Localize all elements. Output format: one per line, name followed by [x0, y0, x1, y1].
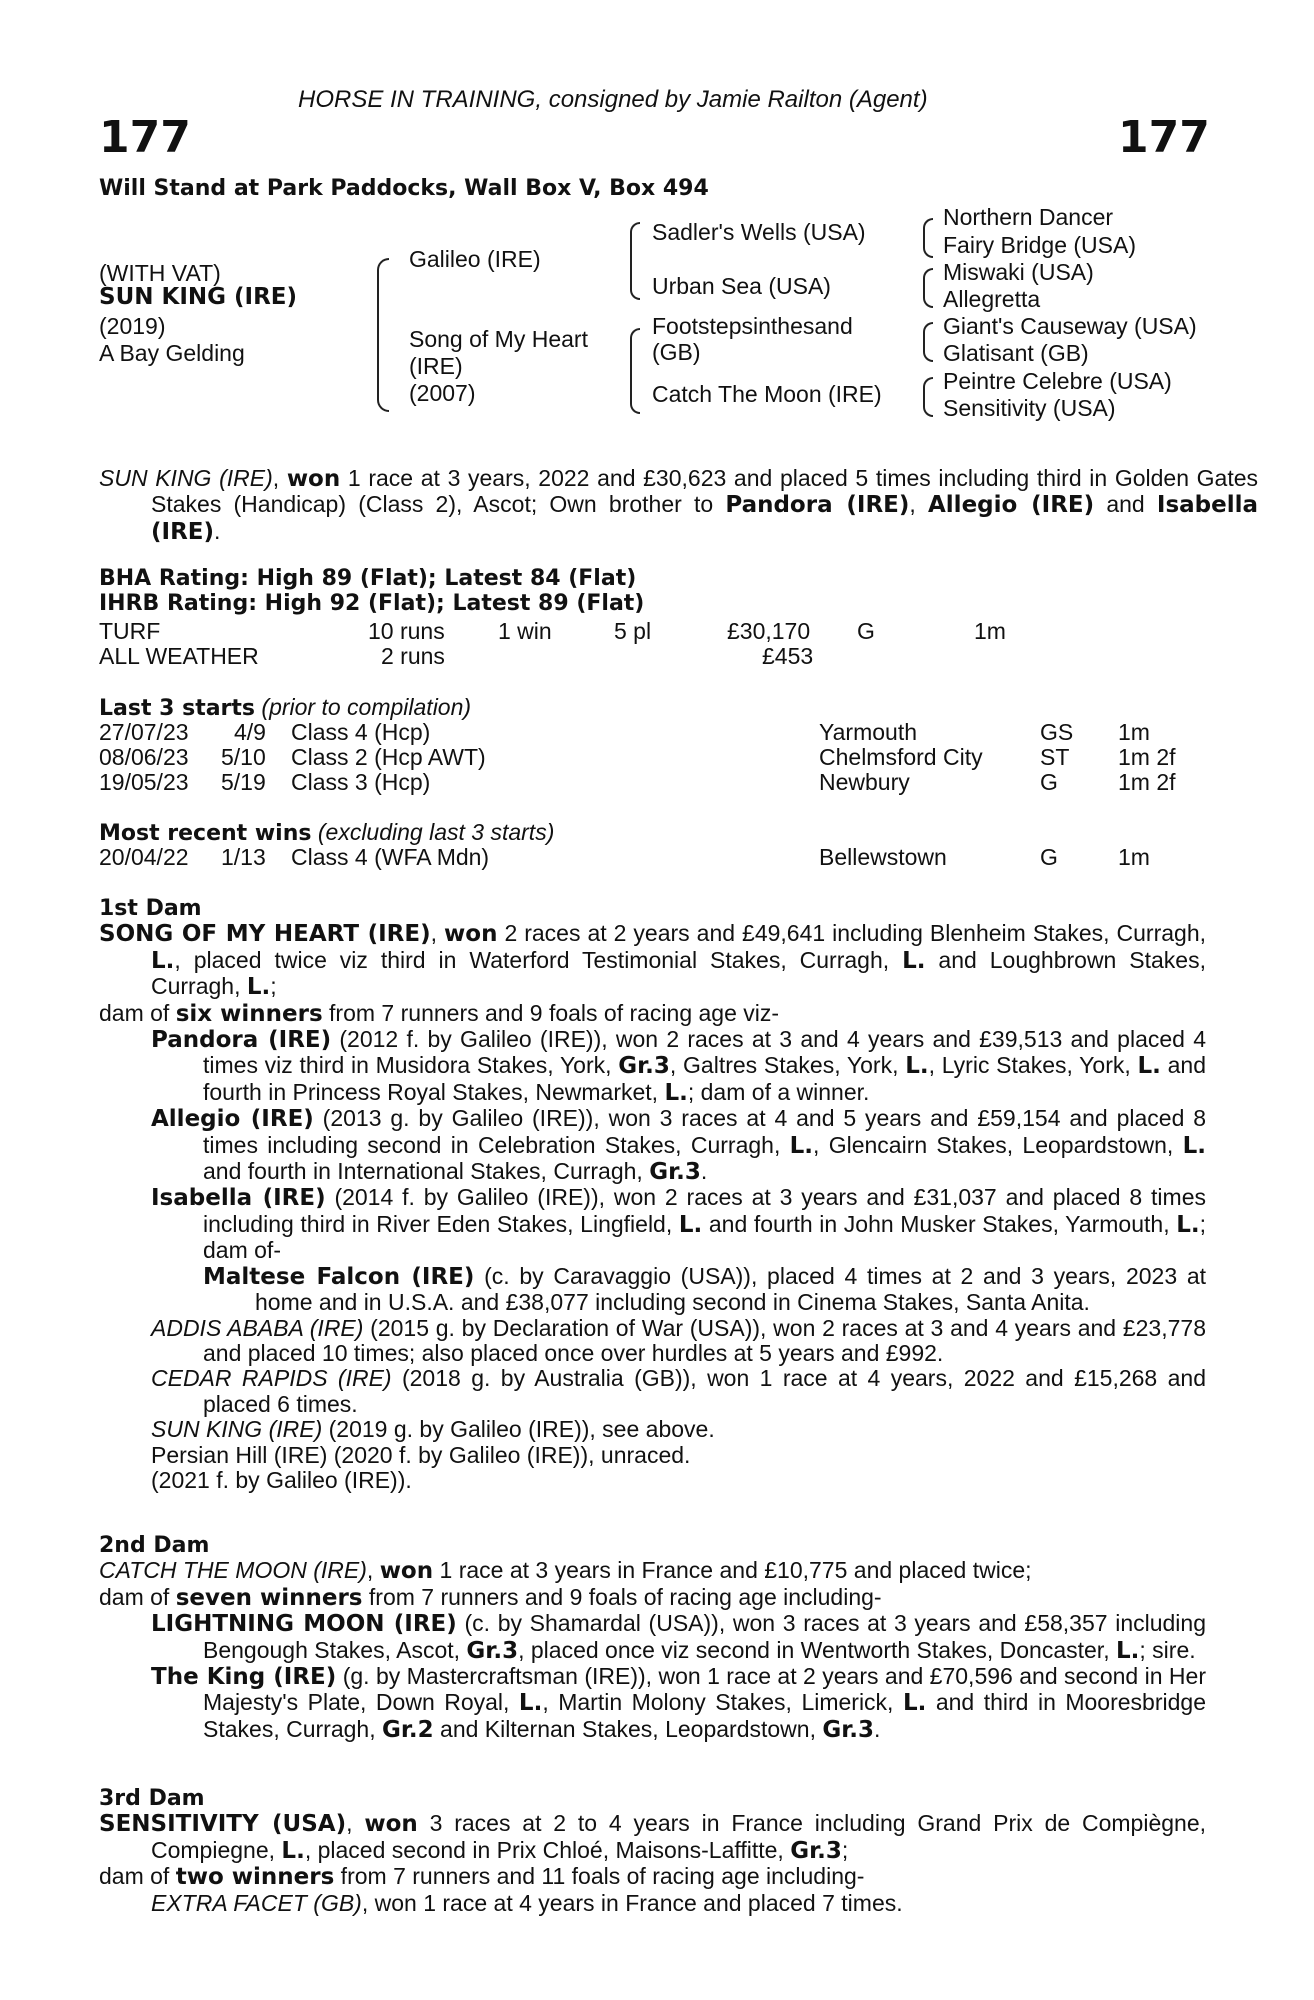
- ihrb-rating: IHRB Rating: High 92 (Flat); Latest 89 (Flat): [99, 591, 645, 616]
- text: , placed twice viz third in Waterford Testimonial Stakes, Curragh,: [174, 946, 903, 973]
- last-starts-heading: [99, 694, 471, 721]
- brace-gen3-d: [923, 377, 933, 417]
- produce-lightning-moon: LIGHTNING MOON (IRE) (c. by Shamardal (USA)), won 3 races at 3 years and £58,357 including Bengough Stakes, Ascot, Gr.3, placed once viz second in Wentworth Stakes, Doncaster, L.; sire.: [151, 1610, 1206, 1664]
- horse-description: A Bay Gelding: [99, 340, 245, 366]
- pedigree-brace-main: [377, 258, 389, 412]
- start-course: Chelmsford City: [819, 744, 983, 770]
- brace-gen3-a: [923, 218, 933, 258]
- start-course: Yarmouth: [819, 719, 918, 745]
- sibling-isabella: Isabella (IRE): [151, 492, 1259, 545]
- produce-isabella: Isabella (IRE) (2014 f. by Galileo (IRE)), won 2 races at 3 years and £31,037 and placed 8 times including third in River Eden Stakes, Lingfield, L. and fourth in John Musker Stakes, Yarmouth, L.; dam of-: [151, 1184, 1206, 1264]
- start-course: Newbury: [819, 769, 910, 795]
- pedigree-brace-dam: [630, 328, 640, 414]
- second-dam-record: CATCH THE MOON (IRE), won 1 race at 3 years in France and £10,775 and placed twice;: [99, 1557, 1032, 1585]
- summary-won: won: [286, 466, 341, 492]
- pedigree-dam-sire: Footstepsinthesand: [652, 313, 853, 339]
- start-distance: 1m 2f: [1118, 769, 1176, 795]
- turf-wins: 1 win: [498, 618, 552, 644]
- first-dam-produce-summary: dam of six winners from 7 runners and 9 foals of racing age viz-: [99, 999, 780, 1027]
- start-distance: 1m 2f: [1118, 744, 1176, 770]
- turf-runs: 10 runs: [368, 618, 445, 644]
- pedigree-sire-dam: Urban Sea (USA): [652, 273, 831, 299]
- start-row: [0, 744, 1314, 770]
- start-position: 5/10: [221, 744, 266, 770]
- produce-maltese-falcon: Maltese Falcon (IRE) (c. by Caravaggio (USA)), placed 4 times at 2 and 3 years, 2023 at home and in U.S.A. and £38,077 including second in Cinema Stakes, Santa Anita.: [203, 1262, 1206, 1316]
- pedigree-gen3-2: Fairy Bridge (USA): [943, 232, 1136, 258]
- pedigree-dam: Song of My Heart: [409, 326, 588, 352]
- win-course: Bellewstown: [819, 844, 947, 870]
- start-distance: 1m: [1118, 719, 1150, 745]
- pedigree-gen3-1: Northern Dancer: [943, 204, 1114, 230]
- turf-record: [0, 618, 1314, 644]
- turf-going: G: [857, 618, 875, 644]
- recent-win-row: [0, 844, 1314, 870]
- pedigree-gen3-5: Giant's Causeway (USA): [943, 313, 1197, 339]
- second-dam-section: [99, 1533, 1206, 1743]
- turf-label: TURF: [99, 618, 161, 644]
- recent-wins-heading: [99, 819, 554, 846]
- start-class: Class 4 (Hcp): [291, 719, 431, 745]
- text: 2 races at 2 years and £49,641 including Blenheim Stakes, Curragh,: [497, 920, 1206, 947]
- stand-location: Will Stand at Park Paddocks, Wall Box V, Box 494: [99, 176, 709, 201]
- third-dam-heading: 3rd Dam: [99, 1786, 205, 1811]
- win-distance: 1m: [1118, 844, 1150, 870]
- pedigree-brace-sire: [630, 222, 640, 300]
- aw-runs: 2 runs: [381, 643, 445, 669]
- start-position: 4/9: [234, 719, 266, 745]
- lot-number-right: 177: [1118, 112, 1210, 163]
- catalogue-subtitle: HORSE IN TRAINING, consigned by Jamie Railton (Agent): [298, 86, 928, 113]
- horse-summary: SUN KING (IRE), won 1 race at 3 years, 2022 and £30,623 and placed 5 times including third in Golden Gates Stakes (Handicap) (Class 2), Ascot; Own brother to Pandora (IRE), Allegio (IRE) and Isabella (IRE).: [99, 465, 1259, 545]
- last-starts-note: (prior to compilation): [261, 694, 472, 720]
- text: and Loughbrown Stakes, Curragh,: [151, 946, 1206, 1000]
- third-dam-record: SENSITIVITY (USA), won 3 races at 2 to 4 years in France including Grand Prix de Compiègne, Compiegne, L., placed second in Prix Chloé, Maisons-Laffitte, Gr.3;: [99, 1810, 1206, 1864]
- text: ;: [270, 973, 277, 1000]
- pedigree-gen3-8: Sensitivity (USA): [943, 395, 1116, 421]
- third-dam-produce-summary: dam of two winners from 7 runners and 11 foals of racing age including-: [99, 1863, 865, 1891]
- produce-allegio: Allegio (IRE) (2013 g. by Galileo (IRE)), won 3 races at 4 and 5 years and £59,154 and placed 8 times including second in Celebration Stakes, Curragh, L., Glencairn Stakes, Leopardstown, L. and fourth in International Stakes, Curragh, Gr.3.: [151, 1105, 1207, 1186]
- first-dam-won: won: [444, 921, 498, 948]
- start-position: 5/19: [221, 769, 266, 795]
- pedigree-gen3-7: Peintre Celebre (USA): [943, 368, 1172, 394]
- start-date: 27/07/23: [99, 719, 189, 745]
- summary-end: .: [214, 517, 221, 544]
- win-class: Class 4 (WFA Mdn): [291, 844, 490, 870]
- first-dam-heading: 1st Dam: [99, 896, 202, 921]
- brace-gen3-c: [923, 322, 933, 362]
- listed-mark: L.: [246, 974, 271, 1001]
- pedigree-gen3-3: Miswaki (USA): [943, 259, 1094, 285]
- first-dam-record: SONG OF MY HEART (IRE), won 2 races at 2 years and £49,641 including Blenheim Stakes, Curragh, L., placed twice viz third in Waterford Testimonial Stakes, Curragh, L. and Loughbrown Stakes, Curragh, L.;: [99, 920, 1206, 1001]
- aw-earnings: £453: [762, 643, 814, 669]
- horse-year: (2019): [99, 313, 166, 339]
- start-going: G: [1040, 769, 1058, 795]
- winners-count: six winners: [175, 1000, 323, 1027]
- summary-and: and: [1094, 491, 1157, 518]
- start-class: Class 2 (Hcp AWT): [291, 744, 486, 770]
- win-date: 20/04/22: [99, 844, 189, 870]
- summary-horse-name: SUN KING (IRE): [99, 465, 273, 491]
- brace-gen3-b: [923, 268, 933, 308]
- produce-sun-king: SUN KING (IRE) (2019 g. by Galileo (IRE)), see above.: [151, 1416, 715, 1443]
- first-dam-section: [99, 896, 1206, 1493]
- recent-wins-note: (excluding last 3 starts): [317, 819, 555, 845]
- third-dam-name: SENSITIVITY (USA): [99, 1811, 347, 1838]
- pedigree-dam-year: (2007): [409, 380, 476, 406]
- last-starts-title: Last 3 starts: [99, 696, 256, 721]
- turf-earnings: £30,170: [727, 618, 811, 644]
- vat-note: (WITH VAT): [99, 260, 221, 286]
- start-row: [0, 719, 1314, 745]
- pedigree-gen3-6: Glatisant (GB): [943, 340, 1089, 366]
- pedigree-gen3-4: Allegretta: [943, 286, 1041, 312]
- produce-persian-hill: Persian Hill (IRE) (2020 f. by Galileo (IRE)), unraced.: [151, 1441, 691, 1468]
- aw-label: ALL WEATHER: [99, 643, 259, 669]
- sibling-pandora: Pandora (IRE): [725, 492, 910, 519]
- lot-number-left: 177: [99, 112, 191, 163]
- produce-pandora: Pandora (IRE) (2012 f. by Galileo (IRE)), won 2 races at 3 and 4 years and £39,513 and placed 4 times viz third in Musidora Stakes, York, Gr.3, Galtres Stakes, York, L., Lyric Stakes, York, L. and fourth in Princess Royal Stakes, Newmarket, L.; dam of a winner.: [151, 1026, 1206, 1106]
- first-dam-name: SONG OF MY HEART (IRE): [99, 921, 431, 948]
- summary-sep: ,: [909, 491, 928, 518]
- pedigree-dam-country: (IRE): [409, 353, 463, 379]
- start-row: [0, 769, 1314, 795]
- turf-distance: 1m: [974, 618, 1006, 644]
- pedigree-sire-sire: Sadler's Wells (USA): [652, 219, 866, 245]
- start-going: GS: [1040, 719, 1074, 745]
- second-dam-name: CATCH THE MOON (IRE): [99, 1557, 367, 1584]
- produce-extra-facet: EXTRA FACET (GB), won 1 race at 4 years in France and placed 7 times.: [151, 1889, 903, 1916]
- start-date: 19/05/23: [99, 769, 189, 795]
- listed-mark: L.: [902, 947, 926, 974]
- horse-name: SUN KING (IRE): [99, 284, 298, 310]
- bha-rating: BHA Rating: High 89 (Flat); Latest 84 (Flat): [99, 566, 637, 591]
- summary-text: 1 race at 3 years, 2022 and £30,623 and placed 5 times including third in Golden Gates Stakes (Handicap) (Class 2), Ascot; Own brother to: [151, 465, 1259, 518]
- win-position: 1/13: [221, 844, 266, 870]
- produce-the-king: The King (IRE) (g. by Mastercraftsman (IRE)), won 1 race at 2 years and £70,596 and second in Her Majesty's Plate, Down Royal, L., Martin Molony Stakes, Limerick, L. and third in Mooresbridge Stakes, Curragh, Gr.2 and Kilternan Stakes, Leopardstown, Gr.3.: [151, 1663, 1206, 1743]
- recent-wins-title: Most recent wins: [99, 821, 312, 846]
- start-date: 08/06/23: [99, 744, 189, 770]
- produce-2021-filly: (2021 f. by Galileo (IRE)).: [151, 1466, 412, 1493]
- pedigree-dam-sire-country: (GB): [652, 339, 701, 365]
- win-going: G: [1040, 844, 1058, 870]
- start-going: ST: [1040, 744, 1070, 770]
- second-dam-produce-summary: dam of seven winners from 7 runners and 9 foals of racing age including-: [99, 1583, 882, 1611]
- start-class: Class 3 (Hcp): [291, 769, 431, 795]
- produce-cedar-rapids: CEDAR RAPIDS (IRE) (2018 g. by Australia (GB)), won 1 race at 4 years, 2022 and £15,268 and placed 6 times.: [151, 1365, 1206, 1417]
- third-dam-section: [99, 1786, 1206, 1916]
- turf-placed: 5 pl: [614, 618, 652, 644]
- all-weather-record: [0, 643, 1314, 669]
- pedigree-dam-dam: Catch The Moon (IRE): [652, 381, 882, 407]
- produce-addis-ababa: ADDIS ABABA (IRE) (2015 g. by Declaration of War (USA)), won 2 races at 3 and 4 years and £23,778 and placed 10 times; also placed once over hurdles at 5 years and £992.: [151, 1314, 1206, 1366]
- second-dam-heading: 2nd Dam: [99, 1533, 210, 1558]
- listed-mark: L.: [151, 947, 175, 974]
- pedigree-sire: Galileo (IRE): [409, 246, 541, 272]
- sibling-allegio: Allegio (IRE): [928, 492, 1095, 519]
